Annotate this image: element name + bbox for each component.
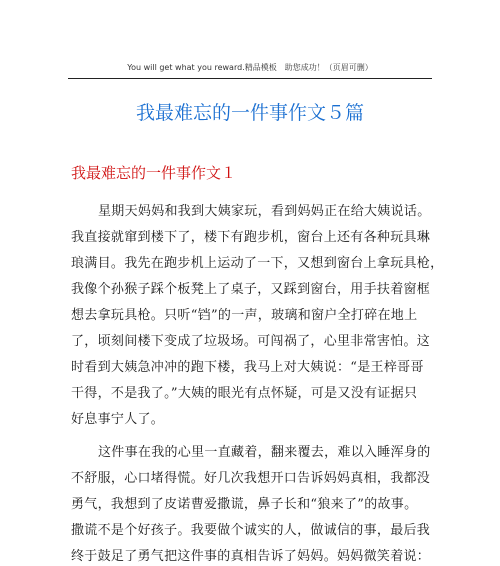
paragraph-line: 不舒服，心口堵得慌。好几次我想开口告诉妈妈真相，我都没: [71, 471, 431, 486]
section-title: 我最难忘的一件事作文１: [71, 164, 237, 182]
page-header: You will get what you reward.精品模板 助您成功！（页眉可删）: [127, 63, 373, 72]
document-title: 我最难忘的一件事作文５篇: [135, 102, 364, 124]
paragraph-line: 干得，不是我了。”大姨的眼光有点怀疑，可是又没有证据只: [71, 386, 418, 401]
paragraph-line: 终于鼓足了勇气把这件事的真相告诉了妈妈。妈妈微笑着说：: [71, 549, 431, 564]
header-divider: [68, 78, 432, 79]
paragraph-line: 想去拿玩具枪。只听“铛”的一声，玻璃和窗户全打碎在地上: [71, 308, 418, 323]
paragraph-line: 时看到大姨急冲冲的跑下楼，我马上对大姨说：“是王梓哥哥: [71, 360, 424, 375]
paragraph-line: 琅满目。我先在跑步机上运动了一下，又想到窗台上拿玩具枪，: [71, 256, 444, 271]
paragraph-line: 这件事在我的心里一直藏着，翻来覆去，难以入睡浑身的: [98, 445, 431, 460]
paragraph-line: 了，顷刻间楼下变成了垃圾场。可闯祸了，心里非常害怕。这: [71, 334, 431, 349]
paragraph-line: 勇气，我想到了皮诺曹爱撒谎，鼻子长和“狼来了”的故事。: [71, 497, 418, 512]
paragraph-line: 我直接就窜到楼下了，楼下有跑步机，窗台上还有各种玩具琳: [71, 230, 431, 245]
paragraph-line: 我像个孙猴子踩个板凳上了桌子，又踩到窗台，用手扶着窗框: [71, 282, 431, 297]
paragraph-line: 好息事宁人了。: [71, 412, 165, 427]
paragraph-line: 撒谎不是个好孩子。我要做个诚实的人，做诚信的事，最后我: [71, 523, 431, 538]
paragraph-line: 星期天妈妈和我到大姨家玩，看到妈妈正在给大姨说话。: [98, 204, 431, 219]
